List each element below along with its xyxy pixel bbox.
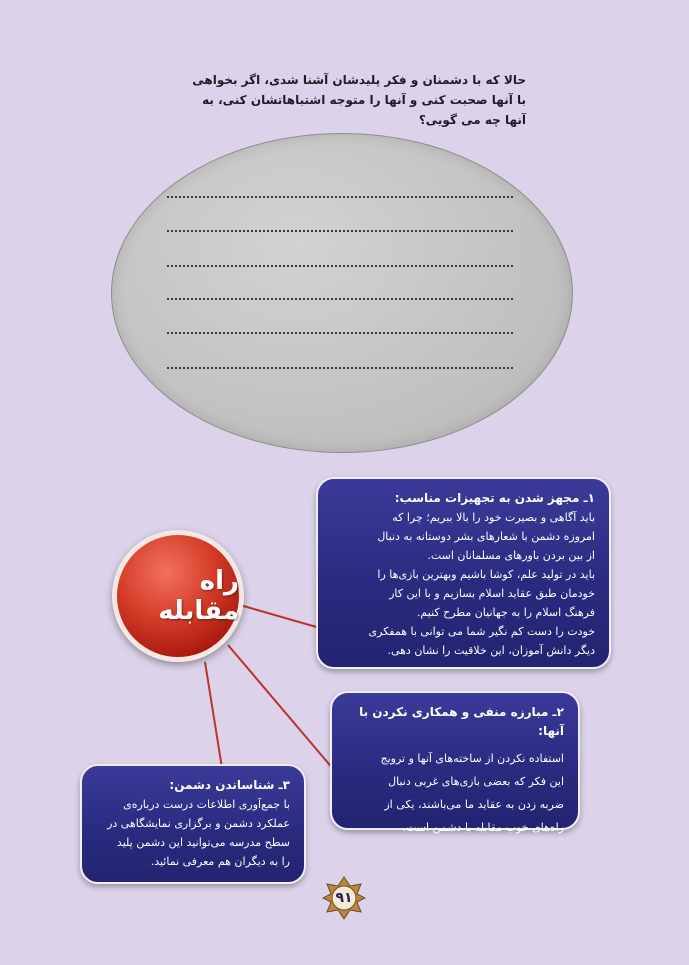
strategy-box-boycott (330, 691, 580, 834)
box-line: خودمان طبق عقاید اسلام بسازیم و با این کار (389, 587, 595, 600)
box-line: با جمع‌آوری اطلاعات درست درباره‌ی (123, 798, 290, 811)
center-label: راه مقابله (158, 566, 239, 626)
strategy-box-identify (80, 764, 306, 884)
box-line: فرهنگ اسلام را به جهانیان مطرح کنیم. (416, 606, 595, 619)
box-line: امروزه دشمن با شعارهای بشر دوستانه به دنبال (377, 530, 595, 543)
question-text: حالا که با دشمنان و فکر پلیدشان آشنا شدی، اگر بخواهی با آنها صحبت کنی و آنها را متوجه اشتباهاتشان کنی، به آنها چه می گویی؟ (192, 73, 526, 127)
box-line: از بین بردن باورهای مسلمانان است. (427, 549, 595, 562)
strategy-box-equip (316, 477, 611, 669)
box-line: این فکر که بعضی بازی‌های غربی دنبال (388, 775, 564, 788)
box-line: را به دیگران هم معرفی نمائید. (150, 855, 290, 868)
box-line: استفاده نکردن از ساخته‌های آنها و ترویج (380, 752, 564, 765)
box-line: سطح مدرسه می‌توانید این دشمن پلید (116, 836, 290, 849)
box-line: راه‌های خوب مقابله با دشمن است. (402, 821, 564, 834)
box-title: ۳ـ شناساندن دشمن: (169, 778, 290, 792)
box-line: باید آگاهی و بصیرت خود را بالا ببریم؛ چرا که (392, 511, 595, 524)
box-title: ۱ـ مجهز شدن به تجهیزات مناسب: (394, 491, 595, 505)
box-line: خودت را دست کم نگیر شما می توانی با همفکری (368, 625, 595, 638)
page-number-badge (322, 876, 366, 920)
box-line: ضربه زدن به عقاید ما می‌باشند، یکی از (384, 798, 564, 811)
box-line: عملکرد دشمن و برگزاری نمایشگاهی در (107, 817, 290, 830)
center-circle (112, 530, 244, 662)
page-number: ۹۱ (335, 890, 353, 906)
box-title: ۲ـ مبارزه منفی و همکاری نکردن با آنها: (359, 705, 564, 738)
box-line: باید در تولید علم، کوشا باشیم وبهترین بازی‌ها را (377, 568, 595, 581)
box-line: دیگر دانش آموزان، این خلاقیت را نشان دهی. (387, 644, 595, 657)
